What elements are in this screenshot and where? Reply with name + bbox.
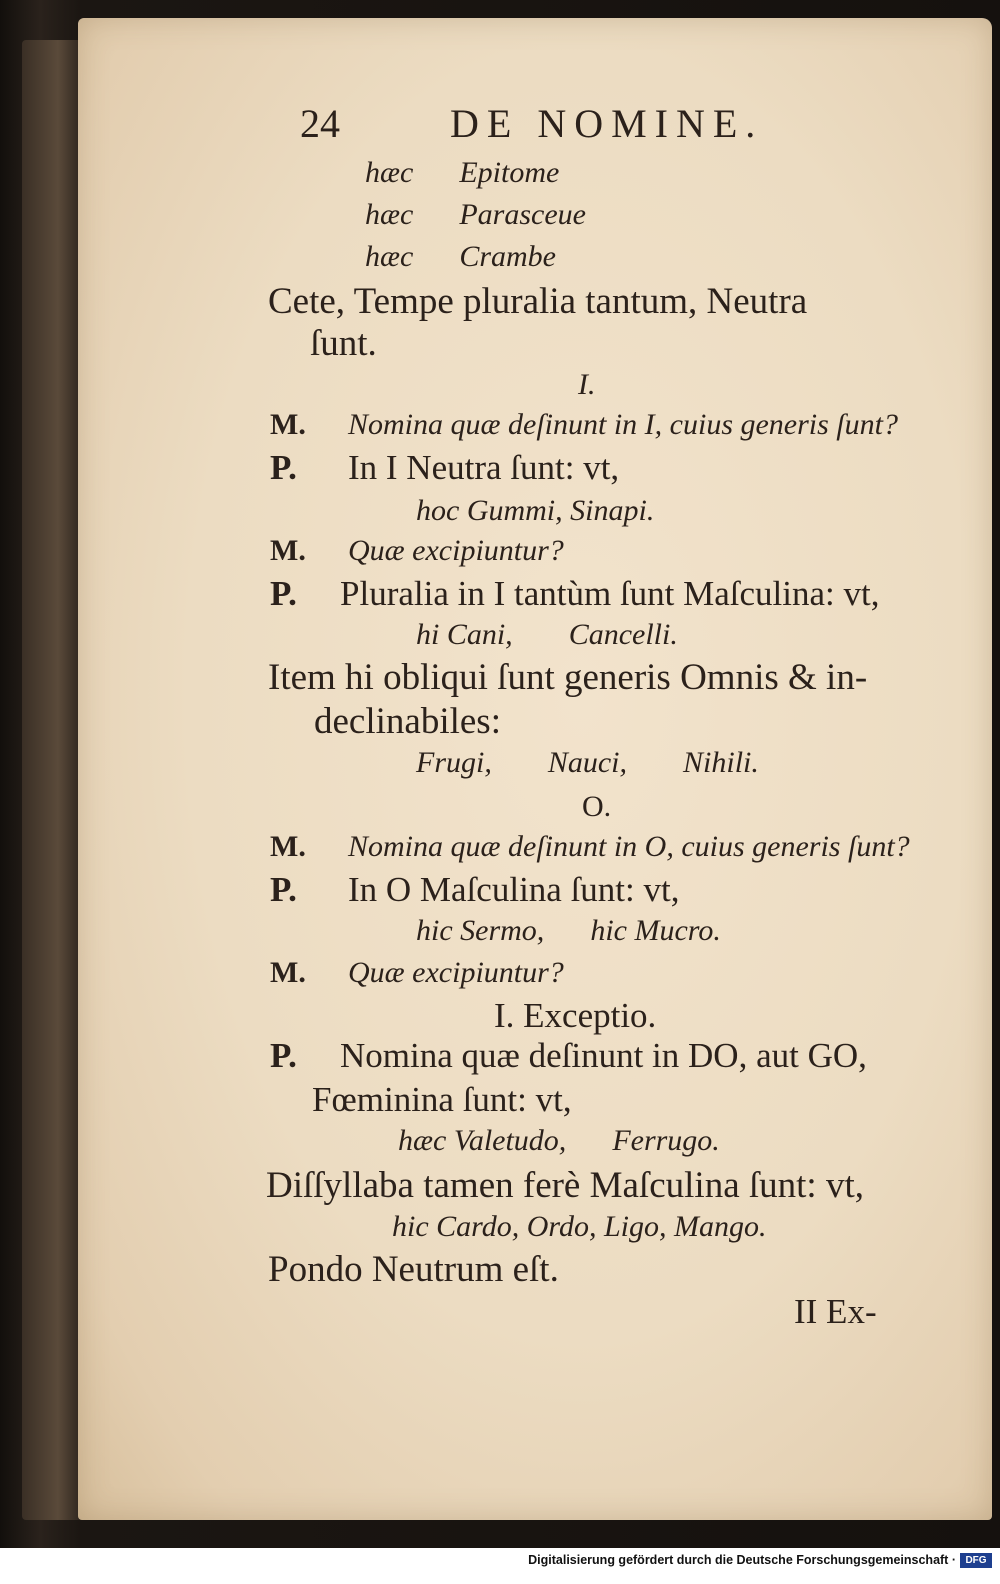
speaker-label: M.: [270, 830, 306, 863]
example-line: hic Cardo, Ordo, Ligo, Mango.: [392, 1210, 767, 1243]
article: hæc: [365, 240, 414, 273]
dialogue-line: [270, 1036, 867, 1076]
speaker-label: P.: [270, 574, 297, 613]
question-text: Quæ excipiuntur?: [348, 956, 564, 989]
running-title: DE NOMINE.: [450, 101, 764, 146]
text-line: ſunt.: [310, 323, 377, 364]
answer-text: Pluralia in I tantùm ſunt Maſculina: vt,: [340, 574, 880, 613]
answer-text: In I Neutra ſunt: vt,: [348, 448, 620, 487]
example-line: [416, 914, 721, 948]
section-heading: I. Exceptio.: [494, 996, 657, 1035]
dialogue-line: [270, 534, 564, 568]
speaker-label: P.: [270, 870, 297, 909]
example-word: Ferrugo.: [612, 1124, 720, 1157]
example-word: Cancelli.: [568, 618, 678, 651]
article: hæc: [365, 198, 414, 231]
dialogue-line: [270, 574, 880, 614]
example-word: hæc Valetudo,: [398, 1124, 567, 1157]
question-text: Nomina quæ deſinunt in O, cuius generis ſunt?: [348, 830, 910, 863]
speaker-label: P.: [270, 448, 297, 487]
text-line: Item hi obliqui ſunt generis Omnis & in-: [268, 657, 868, 698]
section-heading: I.: [578, 368, 596, 401]
word: Crambe: [459, 240, 556, 273]
example-line: [416, 618, 678, 652]
example-word: hic Mucro.: [590, 914, 721, 947]
section-heading: O.: [582, 790, 612, 823]
speaker-label: P.: [270, 1036, 297, 1075]
running-header: [300, 100, 763, 147]
example-word: Frugi,: [416, 746, 492, 779]
text-line: Pondo Neutrum eſt.: [268, 1249, 559, 1290]
example-line: hoc Gummi, Sinapi.: [416, 494, 655, 527]
example-word: Nauci,: [547, 746, 628, 779]
article: hæc: [365, 156, 414, 189]
dialogue-line: [270, 870, 679, 910]
facing-page-edge: [22, 40, 82, 1520]
example-word: hic Sermo,: [416, 914, 545, 947]
dialogue-line: [270, 956, 564, 990]
word: Parasceue: [459, 198, 586, 231]
catchword: II Ex-: [794, 1292, 877, 1331]
question-text: Nomina quæ deſinunt in I, cuius generis ſunt?: [348, 408, 898, 441]
speaker-label: M.: [270, 408, 306, 441]
example-word: hi Cani,: [416, 618, 513, 651]
example-word: Nihili.: [683, 746, 759, 779]
page-number: 24: [300, 101, 340, 146]
speaker-label: M.: [270, 956, 306, 989]
dialogue-line: [270, 408, 898, 442]
word: Epitome: [459, 156, 560, 189]
answer-text: In O Maſculina ſunt: vt,: [348, 870, 680, 909]
dialogue-line: [270, 448, 619, 488]
answer-text: Nomina quæ deſinunt in DO, aut GO,: [340, 1036, 867, 1075]
digitization-credit: Digitalisierung gefördert durch die Deutsche Forschungsgemeinschaft ·: [528, 1553, 956, 1567]
example-line: [416, 746, 759, 780]
text-line: [365, 240, 556, 274]
text-line: [365, 198, 586, 232]
text-line: Diſſyllaba tamen ferè Maſculina ſunt: vt,: [266, 1165, 864, 1206]
example-line: [398, 1124, 720, 1158]
text-line: Cete, Tempe pluralia tantum, Neutra: [268, 281, 808, 322]
text-line: [365, 156, 559, 190]
question-text: Quæ excipiuntur?: [348, 534, 564, 567]
text-line: declinabiles:: [314, 701, 501, 742]
speaker-label: M.: [270, 534, 306, 567]
dfg-logo: DFG: [960, 1553, 992, 1568]
dialogue-line: [270, 830, 910, 864]
text-line: Fœminina ſunt: vt,: [312, 1080, 572, 1119]
